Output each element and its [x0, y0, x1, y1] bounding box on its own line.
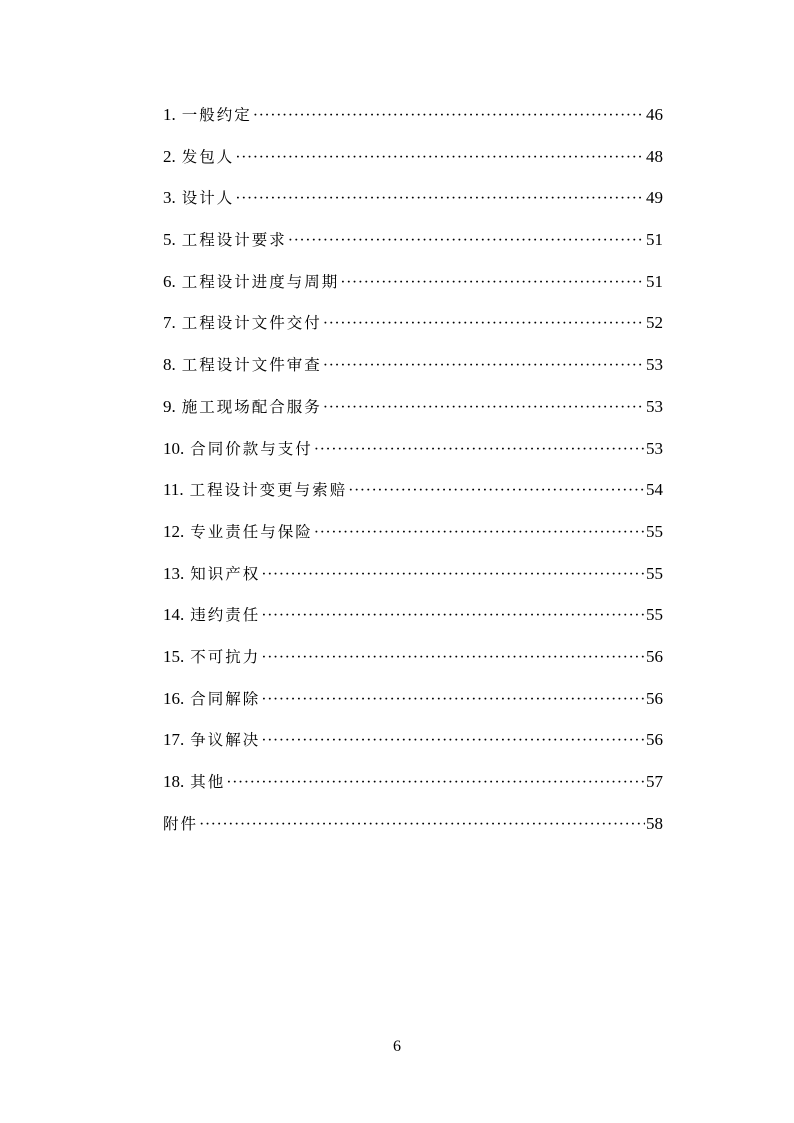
toc-entry-number: 1.: [163, 105, 176, 124]
toc-entry[interactable]: [163, 269, 663, 311]
dot-leader: [288, 228, 645, 254]
page-number: 6: [393, 1038, 401, 1055]
toc-entry-title: 发包人: [181, 147, 235, 166]
toc-entry-title: 工程设计变更与索赔: [189, 481, 348, 500]
toc-entry[interactable]: [163, 477, 663, 519]
toc-entry-title: 工程设计文件交付: [181, 314, 322, 333]
toc-entry-title: 工程设计进度与周期: [181, 272, 340, 291]
toc-entry-page: 51: [646, 230, 663, 250]
toc-entry-number: 10.: [163, 438, 185, 458]
toc-entry[interactable]: [163, 727, 663, 769]
toc-entry-number: 13.: [163, 563, 185, 583]
dot-leader: [226, 770, 645, 796]
toc-entry-title: 知识产权: [190, 564, 261, 583]
toc-entry-number: 9.: [163, 396, 176, 416]
toc-entry-page: 46: [646, 105, 663, 124]
table-of-contents: [163, 102, 663, 852]
dot-leader: [199, 812, 645, 838]
toc-entry-title: 附件: [163, 814, 199, 833]
dot-leader: [253, 103, 645, 129]
toc-entry-number: 8.: [163, 355, 176, 375]
dot-leader: [235, 186, 645, 212]
toc-entry-title: 不可抗力: [190, 647, 261, 666]
dot-leader: [323, 311, 645, 337]
toc-entry-title: 工程设计要求: [181, 231, 287, 250]
toc-entry-number: 5.: [163, 230, 176, 250]
toc-entry-number: 3.: [163, 188, 176, 208]
toc-entry-page: 55: [646, 521, 663, 541]
toc-entry[interactable]: [163, 811, 663, 853]
dot-leader: [235, 145, 645, 171]
toc-entry[interactable]: [163, 102, 663, 144]
toc-entry-title: 工程设计文件审查: [181, 356, 322, 375]
toc-entry-number: 14.: [163, 605, 185, 625]
dot-leader: [261, 687, 645, 713]
toc-entry-page: 56: [646, 730, 663, 750]
toc-entry-title: 设计人: [181, 189, 235, 208]
dot-leader: [261, 562, 645, 588]
toc-entry[interactable]: [163, 310, 663, 352]
dot-leader: [314, 520, 645, 546]
dot-leader: [261, 603, 645, 629]
toc-entry-number: 6.: [163, 271, 176, 291]
toc-entry-title: 合同价款与支付: [190, 439, 313, 458]
toc-entry-number: 7.: [163, 313, 176, 333]
dot-leader: [261, 728, 645, 754]
toc-entry[interactable]: [163, 436, 663, 478]
toc-entry[interactable]: [163, 185, 663, 227]
toc-entry-page: 55: [646, 563, 663, 583]
toc-entry[interactable]: [163, 144, 663, 186]
toc-entry-page: 57: [646, 772, 663, 791]
toc-entry[interactable]: [163, 769, 663, 811]
toc-entry-number: 15.: [163, 646, 185, 666]
toc-entry-page: 52: [646, 313, 663, 333]
toc-entry-page: 53: [646, 355, 663, 375]
toc-entry-page: 55: [646, 605, 663, 625]
toc-entry-page: 54: [646, 480, 663, 500]
toc-entry[interactable]: [163, 644, 663, 686]
toc-entry-title: 合同解除: [190, 689, 261, 708]
toc-entry-page: 56: [646, 688, 663, 708]
toc-entry[interactable]: [163, 602, 663, 644]
toc-entry-page: 51: [646, 271, 663, 291]
dot-leader: [348, 478, 645, 504]
toc-entry-number: 17.: [163, 730, 185, 750]
toc-entry-page: 56: [646, 646, 663, 666]
toc-entry-title: 施工现场配合服务: [181, 397, 322, 416]
toc-entry-title: 其他: [190, 773, 226, 791]
dot-leader: [314, 437, 645, 463]
toc-entry-page: 49: [646, 188, 663, 208]
toc-entry-page: 48: [646, 146, 663, 166]
toc-entry-number: 16.: [163, 688, 185, 708]
dot-leader: [323, 395, 645, 421]
toc-entry[interactable]: [163, 561, 663, 603]
toc-entry-number: 11.: [163, 480, 184, 500]
toc-entry[interactable]: [163, 227, 663, 269]
toc-entry-page: 53: [646, 438, 663, 458]
toc-entry[interactable]: [163, 352, 663, 394]
toc-entry-number: 2.: [163, 146, 176, 166]
toc-entry-title: 违约责任: [190, 606, 261, 625]
toc-entry-page: 58: [646, 813, 663, 833]
toc-entry-number: 12.: [163, 521, 185, 541]
toc-entry-title: 专业责任与保险: [190, 522, 313, 541]
dot-leader: [323, 353, 645, 379]
toc-entry[interactable]: [163, 686, 663, 728]
toc-entry[interactable]: [163, 519, 663, 561]
toc-entry[interactable]: [163, 394, 663, 436]
toc-entry-number: 18.: [163, 772, 185, 791]
toc-entry-title: 争议解决: [190, 731, 261, 750]
dot-leader: [261, 645, 645, 671]
dot-leader: [340, 270, 645, 296]
toc-entry-page: 53: [646, 396, 663, 416]
toc-entry-title: 一般约定: [181, 106, 252, 124]
